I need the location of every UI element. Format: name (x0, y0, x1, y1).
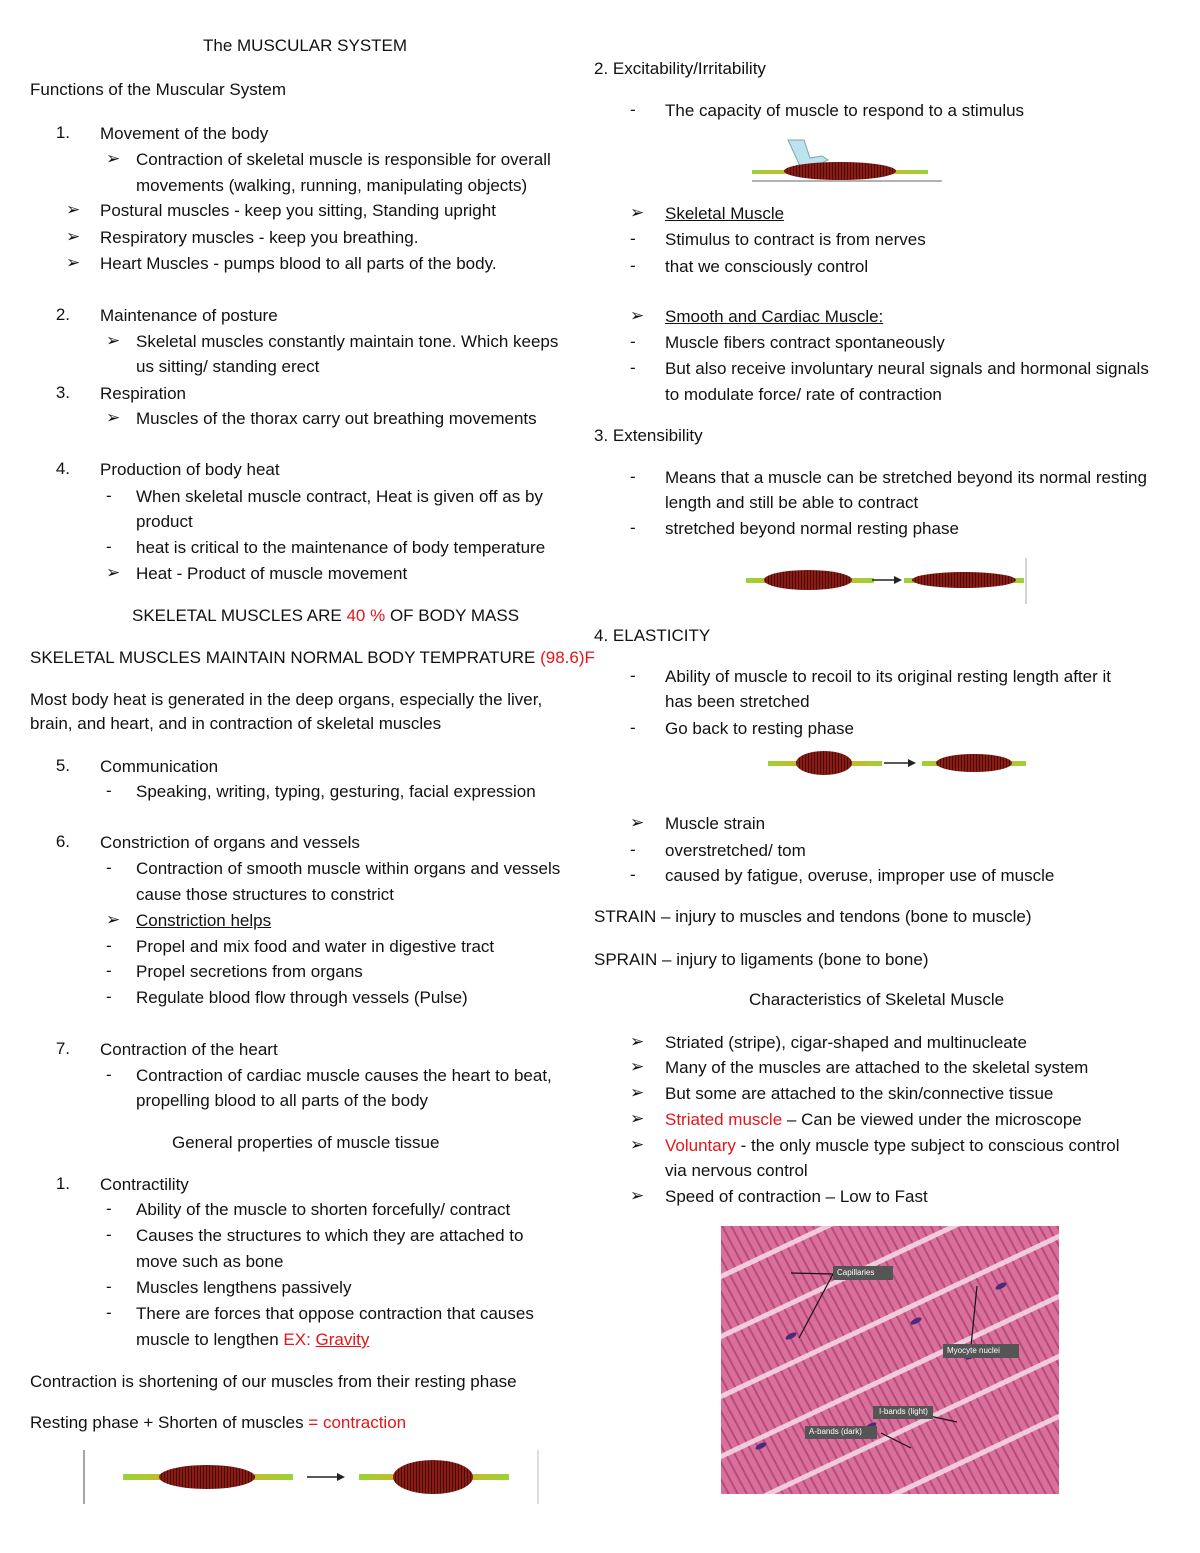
arrow-bullet-icon: ➢ (630, 1135, 645, 1154)
f1-bullet-4: Heart Muscles - pumps blood to all parts of the body. (100, 254, 497, 273)
dash-bullet: - (630, 358, 636, 377)
f1-sub-1: Contraction of skeletal muscle is responsible for overall (136, 150, 551, 169)
list-number: 3. (55, 383, 70, 402)
f6-constriction-helps: Constriction helps (136, 911, 272, 930)
p1-sub-4: There are forces that oppose contraction that causes (136, 1304, 534, 1323)
text: SKELETAL MUSCLES MAINTAIN NORMAL BODY TEMPRATURE (30, 648, 541, 667)
text: SKELETAL MUSCLES ARE (132, 606, 347, 625)
text: Resting phase + Shorten of muscles (30, 1413, 309, 1432)
f6-sub-1b: cause those structures to constrict (136, 885, 394, 904)
list-number: 7. (55, 1039, 70, 1058)
dash-bullet: - (106, 1277, 112, 1296)
arrow-bullet-icon: ➢ (106, 563, 121, 582)
highlight-ex: EX: (283, 1330, 316, 1349)
highlight-striated: Striated muscle (665, 1110, 783, 1129)
p3-sub-2: stretched beyond normal resting phase (665, 519, 959, 538)
stimulus-muscle-image (748, 138, 944, 184)
arrow-bullet-icon: ➢ (106, 408, 121, 427)
smooth-cardiac-heading: Smooth and Cardiac Muscle: (665, 307, 884, 326)
arrow-bullet-icon: ➢ (630, 1186, 645, 1205)
list-number: 1. (55, 123, 70, 142)
text: muscle to lengthen (136, 1330, 284, 1349)
highlight-percent: 40 % (346, 606, 386, 625)
f4-sub-2: heat is critical to the maintenance of body temperature (136, 538, 546, 557)
text: - the only muscle type subject to conscious control (735, 1136, 1120, 1155)
text: OF BODY MASS (385, 606, 520, 625)
arrow-bullet-icon: ➢ (630, 1032, 645, 1051)
highlight-voluntary: Voluntary (665, 1136, 736, 1155)
label-myocyte-nuclei: Myocyte nuclei (947, 1346, 1000, 1355)
f7-sub-1: Contraction of cardiac muscle causes the heart to beat, (136, 1066, 552, 1085)
f4-sub-3: Heat - Product of muscle movement (136, 564, 408, 583)
dash-bullet: - (630, 256, 636, 275)
skeletal-mass-line (132, 605, 519, 627)
dash-bullet: - (630, 100, 636, 119)
general-properties-heading: General properties of muscle tissue (172, 1133, 440, 1152)
dash-bullet: - (106, 1303, 112, 1322)
dash-bullet: - (106, 537, 112, 556)
f7-sub-1b: propelling blood to all parts of the body (136, 1091, 429, 1110)
contraction-definition: Contraction is shortening of our muscles from their resting phase (30, 1372, 517, 1391)
dash-bullet: - (106, 987, 112, 1006)
dash-bullet: - (106, 781, 112, 800)
sk-sub-2: that we consciously control (665, 257, 869, 276)
property-4: 4. ELASTICITY (594, 626, 711, 645)
dash-bullet: - (106, 1065, 112, 1084)
sm-sub-2: But also receive involuntary neural signals and hormonal signals (665, 359, 1149, 378)
f3-sub-1: Muscles of the thorax carry out breathing movements (136, 409, 537, 428)
function-2: Maintenance of posture (100, 306, 278, 325)
char-1: Striated (stripe), cigar-shaped and multinucleate (665, 1033, 1027, 1052)
dash-bullet: - (630, 518, 636, 537)
f6-sub-1: Contraction of smooth muscle within organs and vessels (136, 859, 561, 878)
label-a-bands: A-bands (dark) (809, 1427, 862, 1436)
p1-sub-2b: move such as bone (136, 1252, 284, 1271)
arrow-bullet-icon: ➢ (630, 1109, 645, 1128)
heat-paragraph-1: Most body heat is generated in the deep organs, especially the liver, (30, 690, 543, 709)
p4-sub-1b: has been stretched (665, 692, 810, 711)
f6-sub-5: Regulate blood flow through vessels (Pulse) (136, 988, 468, 1007)
ms-sub-2: caused by fatigue, overuse, improper use of muscle (665, 866, 1055, 885)
char-5b: via nervous control (665, 1161, 808, 1180)
heat-paragraph-2: brain, and heart, and in contraction of skeletal muscles (30, 714, 442, 733)
list-number: 5. (55, 756, 70, 775)
text: – Can be viewed under the microscope (782, 1110, 1082, 1129)
resting-phase-line (30, 1412, 406, 1434)
p3-sub-1b: length and still be able to contract (665, 493, 919, 512)
f1-sub-1b: movements (walking, running, manipulating objects) (136, 176, 528, 195)
p1-sub-1: Ability of the muscle to shorten forcefully/ contract (136, 1200, 511, 1219)
p2-sub-1: The capacity of muscle to respond to a stimulus (665, 101, 1025, 120)
dash-bullet: - (630, 332, 636, 351)
list-number: 4. (55, 459, 70, 478)
char-3: But some are attached to the skin/connective tissue (665, 1084, 1054, 1103)
page-title: The MUSCULAR SYSTEM (203, 36, 408, 55)
arrow-bullet-icon: ➢ (106, 910, 121, 929)
dash-bullet: - (106, 961, 112, 980)
arrow-bullet-icon: ➢ (630, 813, 645, 832)
function-5: Communication (100, 757, 219, 776)
dash-bullet: - (106, 1199, 112, 1218)
extensibility-image (744, 558, 1028, 606)
property-3: 3. Extensibility (594, 426, 703, 445)
f1-bullet-3: Respiratory muscles - keep you breathing. (100, 228, 419, 247)
label-i-bands: I-bands (light) (879, 1407, 928, 1416)
highlight-temp: (98.6)F (540, 648, 595, 667)
dash-bullet: - (630, 718, 636, 737)
list-number: 6. (55, 832, 70, 851)
p4-sub-2: Go back to resting phase (665, 719, 855, 738)
char-2: Many of the muscles are attached to the skeletal system (665, 1058, 1089, 1077)
dash-bullet: - (106, 858, 112, 877)
list-number: 2. (55, 305, 70, 324)
dash-bullet: - (106, 486, 112, 505)
temperature-line (30, 647, 595, 669)
function-3: Respiration (100, 384, 186, 403)
p1-sub-4b (136, 1329, 369, 1351)
arrow-bullet-icon: ➢ (106, 149, 121, 168)
f2-sub-1: Skeletal muscles constantly maintain tone. Which keeps (136, 332, 559, 351)
highlight-gravity: Gravity (315, 1330, 370, 1349)
muscle-strain-heading: Muscle strain (665, 814, 766, 833)
arrow-bullet-icon: ➢ (630, 1083, 645, 1102)
highlight-contraction: = contraction (308, 1413, 407, 1432)
arrow-bullet-icon: ➢ (630, 306, 645, 325)
label-capillaries: Capillaries (837, 1268, 875, 1277)
sk-sub-1: Stimulus to contract is from nerves (665, 230, 926, 249)
f4-sub-1: When skeletal muscle contract, Heat is given off as by (136, 487, 543, 506)
char-4 (665, 1109, 1082, 1131)
ms-sub-1: overstretched/ tom (665, 841, 806, 860)
dash-bullet: - (630, 666, 636, 685)
char-6: Speed of contraction – Low to Fast (665, 1187, 928, 1206)
f1-bullet-2: Postural muscles - keep you sitting, Standing upright (100, 201, 496, 220)
arrow-bullet-icon: ➢ (66, 200, 81, 219)
f4-sub-1b: product (136, 512, 193, 531)
f2-sub-1b: us sitting/ standing erect (136, 357, 320, 376)
function-4: Production of body heat (100, 460, 280, 479)
functions-heading: Functions of the Muscular System (30, 80, 287, 99)
list-number: 1. (55, 1174, 70, 1193)
f5-sub-1: Speaking, writing, typing, gesturing, facial expression (136, 782, 536, 801)
sm-sub-2b: to modulate force/ rate of contraction (665, 385, 942, 404)
f6-sub-3: Propel and mix food and water in digestive tract (136, 937, 495, 956)
sprain-definition: SPRAIN – injury to ligaments (bone to bone) (594, 950, 929, 969)
p1-sub-3: Muscles lengthens passively (136, 1278, 352, 1297)
micrograph-image (721, 1226, 1059, 1494)
p4-sub-1: Ability of muscle to recoil to its original resting length after it (665, 667, 1111, 686)
dash-bullet: - (630, 229, 636, 248)
function-6: Constriction of organs and vessels (100, 833, 360, 852)
char-5 (665, 1135, 1120, 1157)
property-1: Contractility (100, 1175, 189, 1194)
dash-bullet: - (630, 865, 636, 884)
dash-bullet: - (106, 936, 112, 955)
p1-sub-2: Causes the structures to which they are attached to (136, 1226, 524, 1245)
p3-sub-1: Means that a muscle can be stretched beyond its normal resting (665, 468, 1147, 487)
function-7: Contraction of the heart (100, 1040, 278, 1059)
arrow-bullet-icon: ➢ (630, 1057, 645, 1076)
dash-bullet: - (630, 467, 636, 486)
muscle-micrograph (721, 1226, 1059, 1494)
arrow-bullet-icon: ➢ (106, 331, 121, 350)
sm-sub-1: Muscle fibers contract spontaneously (665, 333, 945, 352)
elasticity-image (766, 748, 1028, 778)
arrow-bullet-icon: ➢ (630, 203, 645, 222)
arrow-bullet-icon: ➢ (66, 227, 81, 246)
dash-bullet: - (106, 1225, 112, 1244)
skeletal-muscle-heading: Skeletal Muscle (665, 204, 785, 223)
f6-sub-4: Propel secretions from organs (136, 962, 363, 981)
strain-definition: STRAIN – injury to muscles and tendons (bone to muscle) (594, 907, 1032, 926)
dash-bullet: - (630, 840, 636, 859)
arrow-bullet-icon: ➢ (66, 253, 81, 272)
characteristics-heading: Characteristics of Skeletal Muscle (749, 990, 1005, 1009)
function-1: Movement of the body (100, 124, 269, 143)
property-2: 2. Excitability/Irritability (594, 59, 766, 78)
contraction-image (83, 1450, 543, 1504)
